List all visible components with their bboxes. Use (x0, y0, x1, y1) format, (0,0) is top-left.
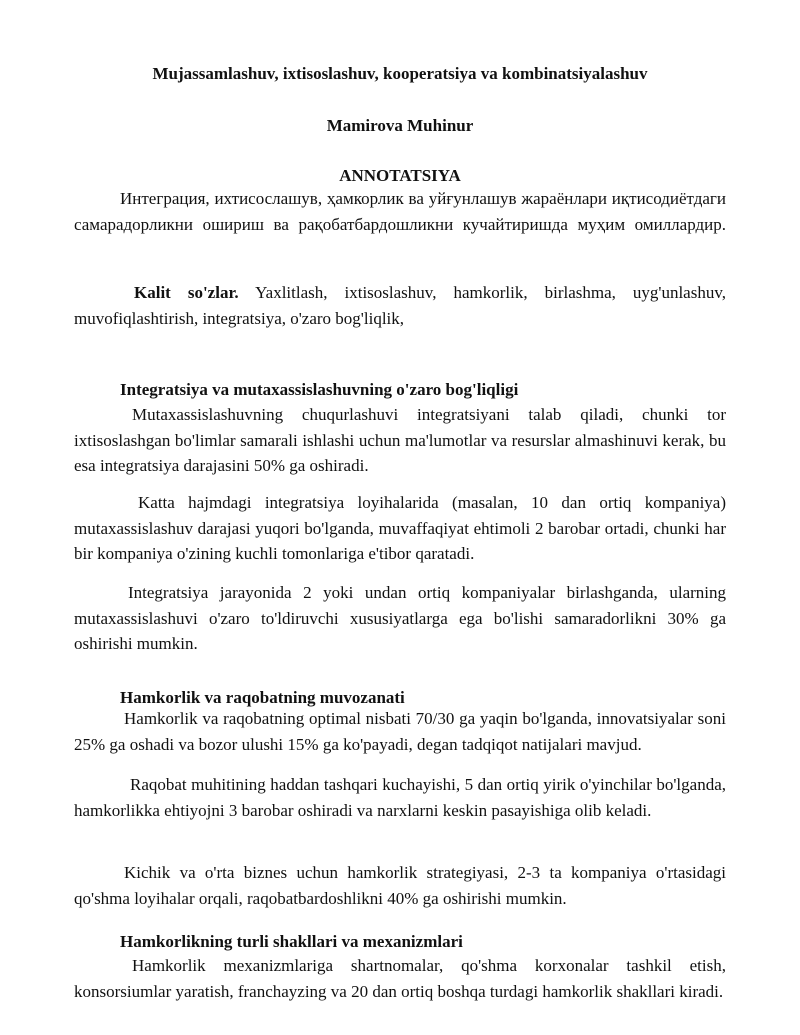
section-paragraph: Katta hajmdagi integratsiya loyihalarida (masalan, 10 dan ortiq kompaniya) mutaxassislashuv darajasi yuqori bo'lganda, muvaffaqiyat ehtimoli 2 barobar ortadi, chunki har bir kompaniya o'zining kuchli tomonlariga e'tibor qaratadi. (74, 493, 726, 563)
section-heading: Hamkorlik va raqobatning muvozanati (120, 688, 405, 707)
section-paragraph: Integratsiya jarayonida 2 yoki undan ortiq kompaniyalar birlashganda, ularning mutaxassislashuvi o'zaro to'ldiruvchi xususiyatlarga ega bo'lishi samaradorlikni 30% ga oshirishi mumkin. (74, 583, 726, 653)
annotation-heading: ANNOTATSIYA (339, 166, 461, 185)
section-heading: Hamkorlikning turli shakllari va mexanizmlari (120, 932, 463, 951)
section-paragraph: Raqobat muhitining haddan tashqari kuchayishi, 5 dan ortiq yirik o'yinchilar bo'lganda, hamkorlikka ehtiyojni 3 barobar oshiradi va narxlarni keskin pasayishiga olib keladi. (74, 775, 726, 820)
author-name: Mamirova Muhinur (326, 116, 474, 135)
keywords-text: Yaxlitlash, ixtisoslashuv, hamkorlik, birlashma, uyg'unlashuv, muvofiqlashtirish, integratsiya, o'zaro bog'liqlik, (74, 283, 726, 328)
section-paragraph: Hamkorlik va raqobatning optimal nisbati 70/30 ga yaqin bo'lganda, innovatsiyalar soni 25% ga oshadi va bozor ulushi 15% ga ko'payadi, degan tadqiqot natijalari mavjud. (74, 709, 726, 754)
section-paragraph: Kichik va o'rta biznes uchun hamkorlik strategiyasi, 2-3 ta kompaniya o'rtasidagi qo'shma loyihalar orqali, raqobatbardoshlikni 40% ga oshirishi mumkin. (74, 863, 726, 908)
section-heading: Integratsiya va mutaxassislashuvning o'zaro bog'liqligi (120, 380, 519, 399)
section-paragraph: Hamkorlik mexanizmlariga shartnomalar, qo'shma korxonalar tashkil etish, konsorsiumlar yaratish, franchayzing va 20 dan ortiq boshqa turdagi hamkorlik shakllari kiradi. (74, 956, 726, 1001)
section-paragraph: Mutaxassislashuvning chuqurlashuvi integratsiyani talab qiladi, chunki tor ixtisoslashgan bo'limlar samarali ishlashi uchun ma'lumotlar va resurslar almashinuvi kerak, bu esa integratsiya darajasini 50% ga oshiradi. (74, 405, 726, 475)
keywords-label: Kalit so'zlar. (134, 283, 239, 302)
document-title: Mujassamlashuv, ixtisoslashuv, kooperatsiya va kombinatsiyalashuv (152, 64, 648, 83)
annotation-text: Интеграция, ихтисослашув, ҳамкорлик ва уйғунлашув жараёнлари иқтисодиётдаги самарадорликни ошириш ва рақобатбардошликни кучайтиришда муҳим омиллардир. (74, 189, 726, 234)
keywords-paragraph (74, 280, 726, 331)
